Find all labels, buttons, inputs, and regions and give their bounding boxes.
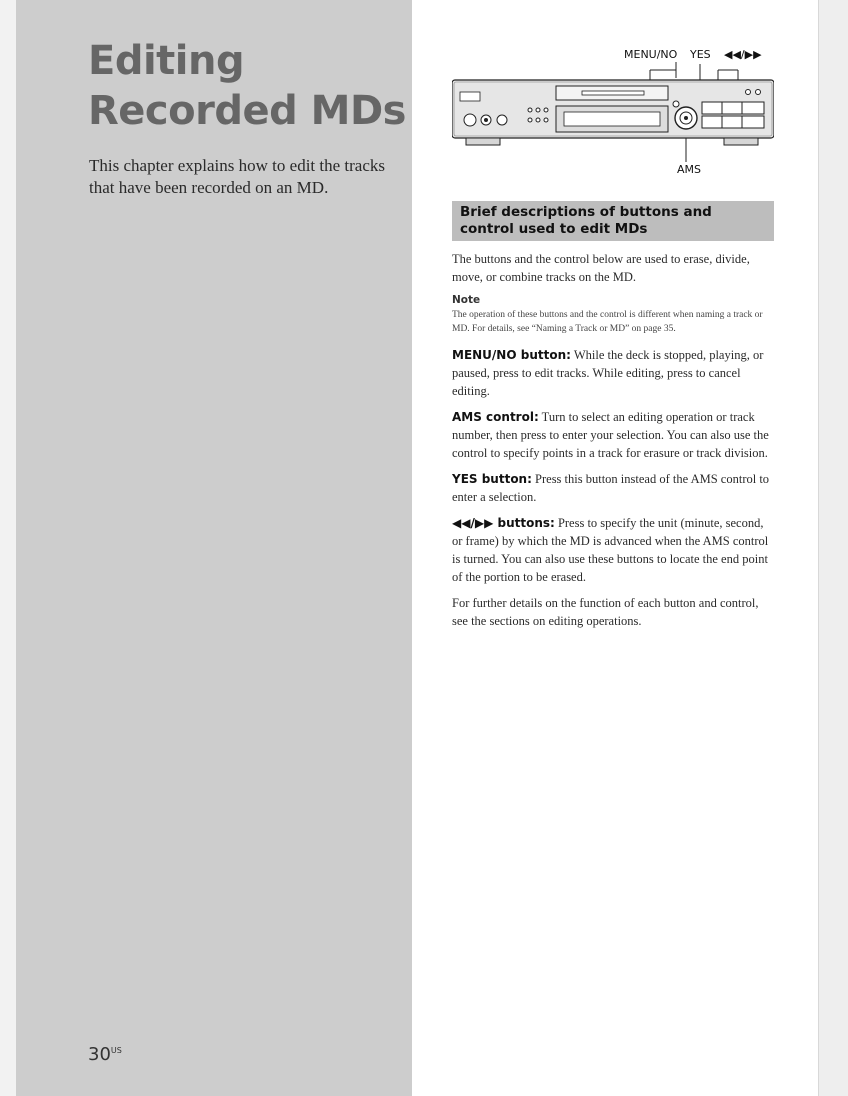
page-left-margin	[0, 0, 16, 1096]
item-term: AMS control:	[452, 410, 539, 424]
item-yes	[452, 470, 774, 506]
section-body	[452, 250, 774, 638]
item-text: Turn to select an editing operation or track number, then press to enter your selection. You can also use the control to specify points in a track for erasure or track division.	[452, 410, 769, 460]
menu-no-label: MENU/NO	[624, 48, 678, 61]
item-term: YES button:	[452, 472, 532, 486]
adjacent-page-edge	[818, 0, 848, 1096]
page-number-value: 30	[88, 1044, 111, 1065]
section-intro: The buttons and the control below are used to erase, divide, move, or combine tracks on the MD.	[452, 252, 750, 284]
chapter-title-line2: Recorded MDs	[88, 88, 406, 134]
section-heading: Brief descriptions of buttons and control used to edit MDs	[452, 201, 774, 241]
item-text: Press to specify the unit (minute, second, or frame) by which the MD is advanced when the AMS control is turned. You can also use these buttons to locate the end point of the portion to be erased.	[452, 516, 769, 584]
note-title: Note	[452, 294, 481, 306]
item-skip	[452, 514, 774, 586]
item-text: While the deck is stopped, playing, or paused, press to edit tracks. While editing, press to cancel editing.	[452, 348, 764, 398]
skip-label: ◀◀/▶▶	[724, 48, 762, 61]
item-text: Press this button instead of the AMS control to enter a selection.	[452, 472, 770, 504]
item-term: ◀◀/▶▶ buttons:	[452, 516, 555, 530]
page-number	[88, 1044, 122, 1065]
note-text: The operation of these buttons and the control is different when naming a track or MD. For details, see “Naming a Track or MD” on page 35.	[452, 310, 763, 334]
chapter-title	[88, 36, 406, 136]
ams-label: AMS	[677, 163, 701, 176]
chapter-intro: This chapter explains how to edit the tracks that have been recorded on an MD.	[89, 156, 385, 197]
chapter-title-line1: Editing	[88, 38, 245, 84]
item-ams	[452, 408, 774, 462]
item-menu-no	[452, 346, 774, 400]
item-term: MENU/NO button:	[452, 348, 571, 362]
page-number-suffix: US	[110, 1046, 122, 1055]
md-deck-illustration	[452, 62, 774, 162]
yes-label: YES	[690, 48, 711, 61]
closing-text: For further details on the function of each button and control, see the sections on editing operations.	[452, 596, 759, 628]
